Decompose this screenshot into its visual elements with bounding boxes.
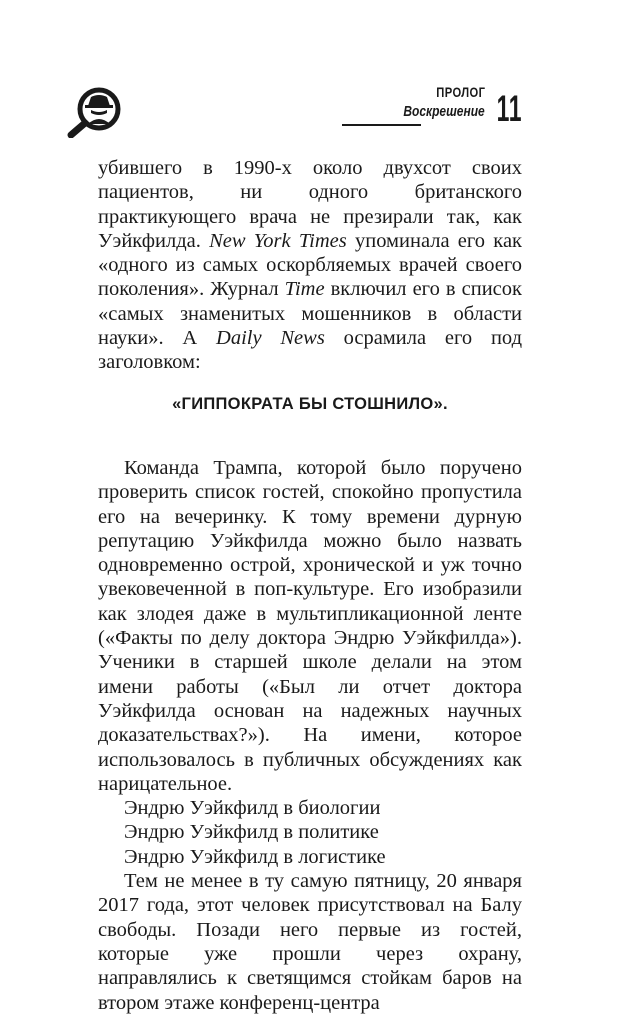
list-item: Эндрю Уэйкфилд в биологии (124, 797, 381, 820)
publication-name: Time (284, 278, 325, 301)
running-head-rule (342, 124, 421, 126)
paragraph-1: убившего в 1990-х около двухсот своих пациентов, ни одного британского практикующего врача не презирали так, как Уэйкфилда. New York Times упоминала его как «одного из самых оскорбляемых врачей своего поколения». Журнал Time включил его в список «самых знаменитых мошенников в области науки». А Daily News осрамила его под заголовком: (98, 157, 523, 374)
page-number: 11 (496, 88, 522, 129)
body-text (98, 156, 522, 1015)
publication-name: Daily News (216, 327, 325, 350)
quoted-headline: «ГИППОКРАТА БЫ СТОШНИЛО». (172, 394, 448, 413)
list-item: Эндрю Уэйкфилд в логистике (124, 845, 386, 868)
running-head-title: Воскрешение (403, 103, 485, 120)
paragraph-3: Тем не менее в ту самую пятницу, 20 января 2017 года, этот человек присутствовал на Балу свободы. Позади него первые из гостей, которые уже прошли через охрану, направлялись к светящимся стойкам баров на втором этаже конференц-центра (98, 870, 522, 1014)
list-item: Эндрю Уэйкфилд в политике (124, 821, 379, 844)
running-head-chapter: ПРОЛОГ (435, 84, 485, 100)
paragraph-2: Команда Трампа, которой было поручено проверить список гостей, спокойно пропустила его на вечеринку. К тому времени дурную репутацию Уэйкфилда можно было назвать одновременно острой, хронической и уж точно увековеченной в поп-культуре. Его изобразили как злодея даже в мультипликационной ленте («Факты по делу доктора Эндрю Уэйкфилда»). Ученики в старшей школе делали на этом имени работы («Был ли отчет доктора Уэйкфилда основан на надежных научных доказательствах?»). На имени, которое использовалось в публичных обсуждениях как нарицательное. (98, 456, 522, 795)
publication-name: New York Times (209, 229, 347, 252)
detective-magnifier-icon (66, 86, 130, 138)
